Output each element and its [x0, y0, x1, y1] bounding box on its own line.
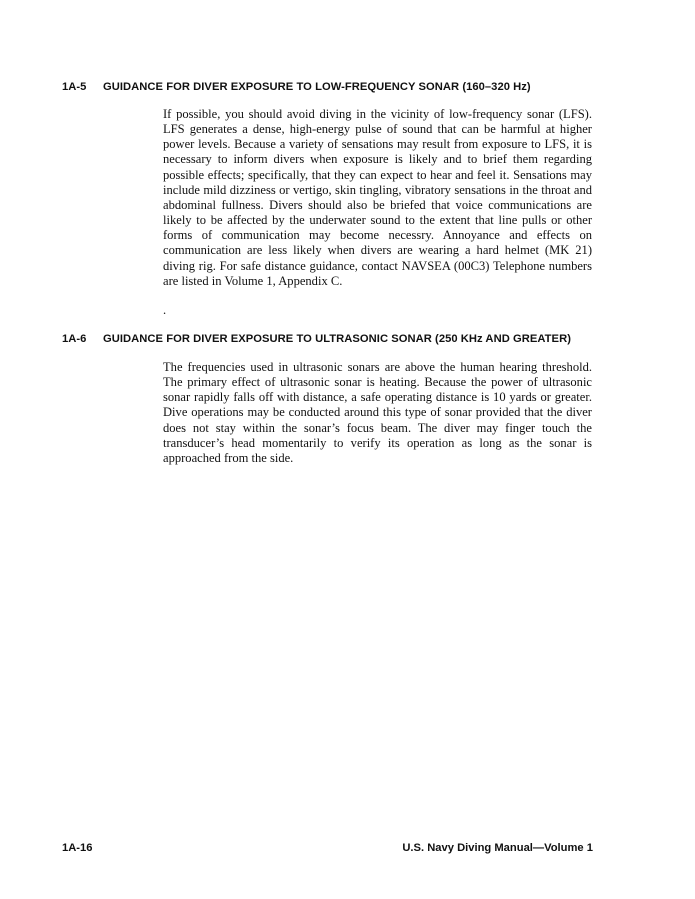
section-body-1a-6: The frequencies used in ultrasonic sonars are above the human hearing threshold. The primary effect of ultrasonic sonar is heating. Because the power of ultrasonic sonar rapidly falls off with distance, a safe operating distance is 10 yards or greater. Dive operations may be conducted around this type of sonar provided that the diver does not stay within the sonar’s focus beam. The diver may finger touch the transducer’s head momentarily to verify its operation as long as the sonar is approached from the side. — [163, 360, 592, 465]
section-heading-1a-6 — [62, 333, 571, 345]
footer-manual-title: U.S. Navy Diving Manual—Volume 1 — [402, 842, 593, 854]
stray-period: . — [163, 303, 167, 317]
section-number: 1A-6 — [62, 333, 87, 345]
section-number: 1A-5 — [62, 81, 87, 93]
section-body-1a-5: If possible, you should avoid diving in the vicinity of low-frequency sonar (LFS). LFS generates a dense, high-energy pulse of sound that can be harmful at higher power levels. Because a variety of sensations may result from exposure to LFS, it is necessary to inform divers when exposure is likely and to brief them regarding possible effects; specifically, that they can expect to hear and feel it. Sensations may include mild dizziness or vertigo, skin tingling, vibratory sensations in the throat and abdominal fullness. Divers should also be briefed that voice communications are likely to be affected by the underwater sound to the extent that line pulls or other forms of communication may become necessry. Annoyance and effects on communication are less likely when divers are wearing a hard helmet (MK 21) diving rig. For safe distance guidance, contact NAVSEA (00C3) Telephone numbers are listed in Volume 1, Appendix C. — [163, 107, 592, 288]
footer-page-number: 1A-16 — [62, 842, 93, 854]
section-title: GUIDANCE FOR DIVER EXPOSURE TO LOW-FREQUENCY SONAR (160–320 Hz) — [103, 81, 531, 93]
section-title: GUIDANCE FOR DIVER EXPOSURE TO ULTRASONIC SONAR (250 KHz AND GREATER) — [103, 333, 571, 345]
section-heading-1a-5 — [62, 81, 531, 93]
